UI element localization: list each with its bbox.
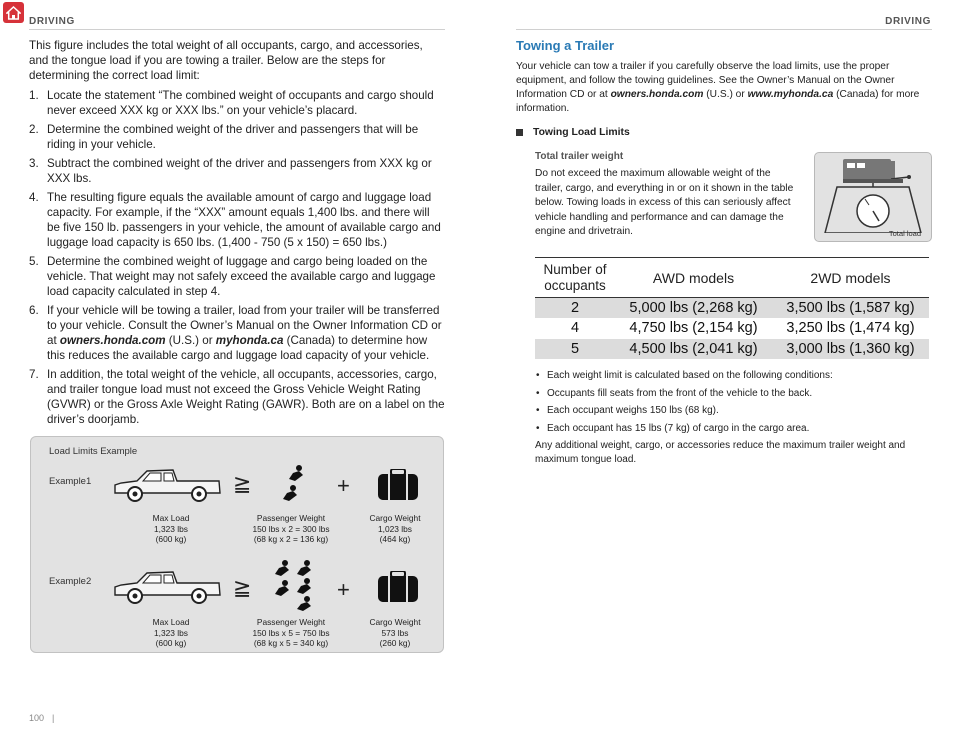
table-cell: 4,500 lbs (2,041 kg) xyxy=(615,339,772,360)
example-title: Load Limits Example xyxy=(49,446,138,457)
plus-symbol: + xyxy=(337,577,350,602)
header-divider-right xyxy=(516,29,932,30)
towing-load-limits-heading xyxy=(516,127,630,138)
step-item xyxy=(29,122,445,152)
page-separator: | xyxy=(52,713,55,723)
note-item: • Each weight limit is calculated based on the following conditions: xyxy=(535,369,935,383)
table-row xyxy=(535,339,929,360)
table-row xyxy=(535,318,929,339)
caption-line: Max Load xyxy=(152,513,190,523)
total-trailer-weight-heading: Total trailer weight xyxy=(535,151,624,162)
owners-link[interactable]: owners.honda.com xyxy=(59,334,166,347)
step-text: (U.S.) or xyxy=(165,334,216,347)
step-number: 4. xyxy=(29,191,39,204)
table-cell: 3,000 lbs (1,360 kg) xyxy=(772,339,929,360)
table-cell: 4,750 lbs (2,154 kg) xyxy=(629,320,758,337)
closing-note: Any additional weight, cargo, or accessories reduce the maximum trailer weight and maximum tongue load. xyxy=(535,440,906,465)
towing-intro-paragraph xyxy=(516,60,932,116)
cargo-weight-caption xyxy=(335,513,455,545)
column-header: AWD models xyxy=(615,258,772,298)
caption-line: 150 lbs x 2 = 300 lbs xyxy=(252,523,330,534)
caption-line: 150 lbs x 5 = 750 lbs xyxy=(252,627,330,638)
step-number: 5. xyxy=(29,255,39,268)
table-header-row xyxy=(535,258,929,298)
towing-title: Towing a Trailer xyxy=(516,38,615,53)
caption-line: Cargo Weight xyxy=(369,513,421,523)
caption-line: (68 kg x 2 = 136 kg) xyxy=(253,534,329,544)
column-header: Number of occupants xyxy=(535,258,615,298)
max-load-caption xyxy=(111,513,231,545)
table-notes xyxy=(535,369,935,467)
caption-line: Max Load xyxy=(152,617,190,627)
section-tag-left: DRIVING xyxy=(29,16,75,27)
passenger-weight-caption xyxy=(231,513,351,545)
page-number-left: 100 xyxy=(29,713,45,723)
towing-limits-table xyxy=(535,257,929,359)
table-row xyxy=(535,298,929,319)
header-divider-left xyxy=(29,29,445,30)
square-bullet-icon xyxy=(516,129,523,136)
subheading-text: Towing Load Limits xyxy=(533,127,630,138)
cargo-weight-caption xyxy=(335,617,455,649)
caption-line: 1,023 lbs xyxy=(378,523,412,534)
passengers-group-icon xyxy=(271,559,321,611)
caption-line: (68 kg x 5 = 340 kg) xyxy=(253,638,329,648)
paragraph-text: (Canada) for more information. xyxy=(516,89,920,114)
column-header: 2WD models xyxy=(772,258,929,298)
caption-line: Cargo Weight xyxy=(369,617,421,627)
step-number: 7. xyxy=(29,368,39,381)
step-item xyxy=(29,88,445,118)
myhonda-link[interactable]: www.myhonda.ca xyxy=(747,89,834,100)
caption-line: (464 kg) xyxy=(379,534,411,544)
total-trailer-weight-paragraph: Do not exceed the maximum allowable weight of the trailer, cargo, and everything in or on it shown in the table below. Towing loads in excess of this can seriously affect vehicle handling and performance and can damage the engine and drivetrain. xyxy=(535,168,794,237)
step-text: In addition, the total weight of the vehicle, all occupants, accessories, cargo, and trailer tongue load must not exceed the Gross Vehicle Weight Rating (GVWR) or the Gross Axle Weight Rating (GAWR). Both are on a label on the driver’s doorjamb. xyxy=(47,368,445,426)
steps-list xyxy=(29,88,445,427)
table-cell: 2 xyxy=(535,298,615,319)
total-load-figure xyxy=(814,152,932,242)
step-text: Determine the combined weight of the driver and passengers that will be riding in your vehicle. xyxy=(47,123,419,151)
step-item xyxy=(29,156,445,186)
trailer-scale-icon xyxy=(823,157,927,233)
step-text: Locate the statement “The combined weight of occupants and cargo should never exceed XXX kg or XXX lbs.” on your vehicle’s placard. xyxy=(47,89,434,117)
paragraph-text: (U.S.) or xyxy=(703,89,748,100)
load-limit-steps-section xyxy=(29,38,445,431)
caption-line: (600 kg) xyxy=(155,534,187,544)
suitcase-icon xyxy=(377,571,419,603)
max-load-caption xyxy=(111,617,231,649)
passenger-icon xyxy=(281,465,307,505)
note-item: • Each occupant weighs 150 lbs (68 kg). xyxy=(535,404,935,418)
example2-label: Example2 xyxy=(49,576,92,587)
example1-label: Example1 xyxy=(49,476,92,487)
step-item xyxy=(29,367,445,427)
caption-line: (600 kg) xyxy=(155,638,187,648)
table-cell: 3,500 lbs (1,587 kg) xyxy=(772,298,929,319)
pickup-truck-icon xyxy=(111,463,223,507)
caption-line: 1,323 lbs xyxy=(154,627,188,638)
table-cell: 5,000 lbs (2,268 kg) xyxy=(615,298,772,319)
caption-line: 1,323 lbs xyxy=(154,523,188,534)
passenger-weight-caption xyxy=(231,617,351,649)
caption-line: Passenger Weight xyxy=(256,617,326,627)
home-icon[interactable] xyxy=(3,2,24,23)
owners-link[interactable]: owners.honda.com xyxy=(610,89,704,100)
step-text: (Canada) to determine how this reduces the available cargo and luggage load capacity of your vehicle. xyxy=(47,334,430,362)
step-item xyxy=(29,303,445,363)
caption-line: Passenger Weight xyxy=(256,513,326,523)
step-text: Determine the combined weight of luggage and cargo being loaded on the vehicle. That weight may not safely exceed the available cargo and luggage load capacity calculated in step 4. xyxy=(47,255,436,298)
suitcase-icon xyxy=(377,469,419,501)
step-text: If your vehicle will be towing a trailer, load from your trailer will be transferred to your vehicle. Consult the Owner’s Manual on the Owner Information CD or at xyxy=(47,304,442,347)
load-limits-example-figure xyxy=(30,436,444,653)
table-cell: 3,250 lbs (1,474 kg) xyxy=(786,320,915,337)
intro-paragraph: This figure includes the total weight of all occupants, cargo, and accessories, and the tongue load if you are towing a trailer. Below are the steps for determining the correct load limit: xyxy=(29,39,423,82)
total-load-label: Total load xyxy=(888,229,921,238)
greater-equal-symbol: ≧ xyxy=(233,575,252,600)
step-item xyxy=(29,254,445,299)
step-number: 3. xyxy=(29,157,39,170)
table-cell: 4 xyxy=(570,320,580,337)
section-tag-right: DRIVING xyxy=(885,16,931,27)
note-item: • Occupants fill seats from the front of the vehicle to the back. xyxy=(535,387,935,401)
paragraph-text: Your vehicle can tow a trailer if you carefully observe the load limits, use the proper equipment, and follow the towing guidelines. See the Owner’s Manual on the Owner Information CD or at xyxy=(516,61,895,100)
greater-equal-symbol: ≧ xyxy=(233,471,252,496)
plus-symbol: + xyxy=(337,473,350,498)
pickup-truck-icon xyxy=(111,565,223,609)
step-item xyxy=(29,190,445,250)
step-number: 1. xyxy=(29,89,39,102)
step-number: 2. xyxy=(29,123,39,136)
table-cell: 5 xyxy=(535,339,615,360)
step-text: Subtract the combined weight of the driver and passengers from XXX kg or XXX lbs. xyxy=(47,157,432,185)
towing-section xyxy=(516,38,932,116)
note-item: • Each occupant has 15 lbs (7 kg) of cargo in the cargo area. xyxy=(535,422,935,436)
step-text: The resulting figure equals the available amount of cargo and luggage load capacity. For example, if the “XXX” amount equals 1,400 lbs. and there will be five 150 lb. passengers in your vehicle, the amount of available cargo and luggage load capacity is 650 lbs. (1,400 - 750 (5 x 150) = 650 lbs.) xyxy=(47,191,441,249)
caption-line: 573 lbs xyxy=(381,627,409,638)
step-number: 6. xyxy=(29,304,39,317)
myhonda-link[interactable]: myhonda.ca xyxy=(215,334,284,347)
caption-line: (260 kg) xyxy=(379,638,411,648)
